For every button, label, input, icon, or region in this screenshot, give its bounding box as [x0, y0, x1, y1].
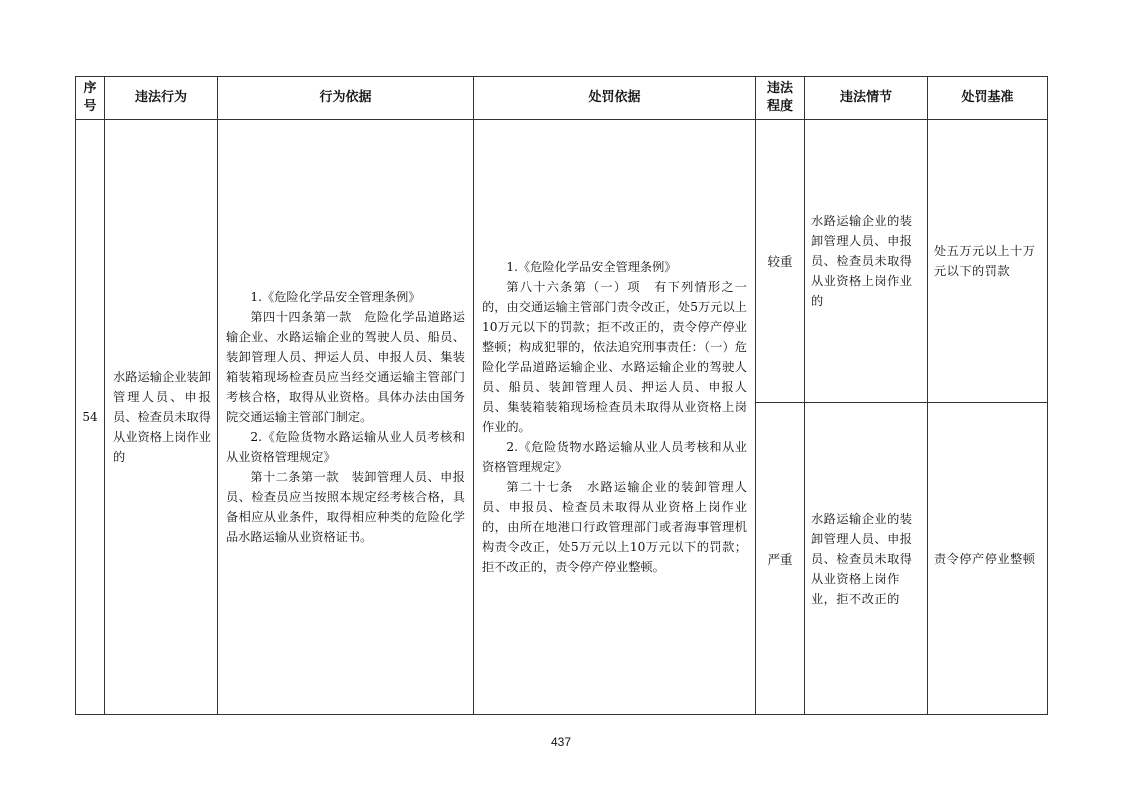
header-penalty-basis: 处罚依据 [474, 77, 756, 120]
act-basis-article-2: 第十二条第一款 装卸管理人员、申报员、检查员应当按照本规定经考核合格，具备相应从业条件，取得相应种类的危险化学品水路运输从业资格证书。 [226, 470, 465, 544]
standard-level-1: 处五万元以上十万元以下的罚款 [928, 120, 1048, 403]
standard-level-2: 责令停产停业整顿 [928, 403, 1048, 715]
penalty-basis-article-2: 第二十七条 水路运输企业的装卸管理人员、申报员、检查员未取得从业资格上岗作业的，由所在地港口行政管理部门或者海事管理机构责令改正，处5万元以上10万元以下的罚款；拒不改正的，责令停产停业整顿。 [482, 480, 747, 574]
circumstance-level-2: 水路运输企业的装卸管理人员、申报员、检查员未取得从业资格上岗作业，拒不改正的 [805, 403, 928, 715]
row-seq: 54 [76, 120, 105, 715]
header-act-basis: 行为依据 [218, 77, 474, 120]
penalty-basis-article-1: 第八十六条第（一）项 有下列情形之一的，由交通运输主管部门责令改正，处5万元以上10万元以下的罚款；拒不改正的，责令停产停业整顿；构成犯罪的，依法追究刑事责任：（一）危险化学品道路运输企业、水路运输企业的驾驶人员、船员、装卸管理人员、押运人员、申报人员、集装箱装箱现场检查员未取得从业资格上岗作业的。 [482, 280, 747, 434]
circumstance-level-1: 水路运输企业的装卸管理人员、申报员、检查员未取得从业资格上岗作业的 [805, 120, 928, 403]
act-basis-law-1: 1.《危险化学品安全管理条例》 [250, 290, 421, 304]
header-standard: 处罚基准 [928, 77, 1048, 120]
act-basis-law-2: 2.《危险货物水路运输从业人员考核和从业资格管理规定》 [226, 430, 465, 464]
act-basis [218, 120, 474, 715]
penalty-standard-table [75, 76, 1048, 715]
header-degree: 违法程度 [756, 77, 805, 120]
act-basis-article-1: 第四十四条第一款 危险化学品道路运输企业、水路运输企业的驾驶人员、船员、装卸管理人员、押运人员、申报人员、集装箱装箱现场检查员应当经交通运输主管部门考核合格，取得从业资格。具体办法由国务院交通运输主管部门制定。 [226, 310, 465, 424]
penalty-basis-law-1: 1.《危险化学品安全管理条例》 [506, 260, 677, 274]
penalty-basis [474, 120, 756, 715]
header-circumstance: 违法情节 [805, 77, 928, 120]
table-row [76, 120, 1048, 403]
degree-level-2: 严重 [756, 403, 805, 715]
violation-behavior: 水路运输企业装卸管理人员、申报员、检查员未取得从业资格上岗作业的 [105, 120, 218, 715]
degree-level-1: 较重 [756, 120, 805, 403]
header-seq: 序号 [76, 77, 105, 120]
header-behavior: 违法行为 [105, 77, 218, 120]
penalty-basis-law-2: 2.《危险货物水路运输从业人员考核和从业资格管理规定》 [482, 440, 747, 474]
header-row [76, 77, 1048, 120]
page-number: 437 [550, 735, 572, 749]
